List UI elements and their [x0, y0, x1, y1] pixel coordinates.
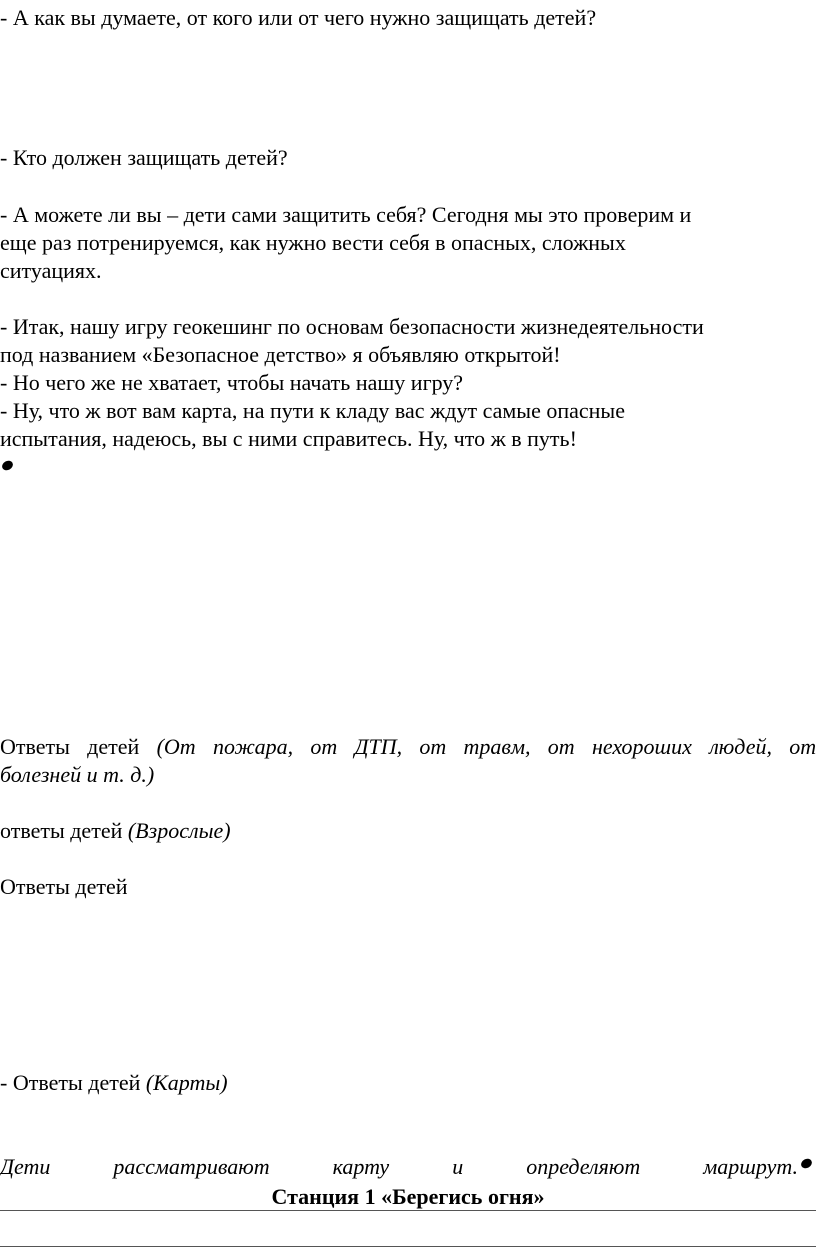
answer-word: от [419, 734, 447, 759]
divider [0, 1246, 816, 1247]
answer-label: Ответы детей [0, 734, 140, 759]
answer-label: - Ответы детей [0, 1070, 141, 1095]
answer-children: Ответы детей [0, 874, 128, 899]
answer-dangers-line2: болезней и т. д.) [0, 762, 155, 787]
answer-word: нехороших [591, 734, 692, 759]
map-handover-line2: испытания, надеюсь, вы с ними справитесь. Ну, что ж в путь! [0, 426, 577, 451]
remark-route [0, 1153, 798, 1181]
remark-word: рассматривают [113, 1154, 270, 1179]
answer-maps [0, 1069, 228, 1097]
remark-word: и [452, 1154, 464, 1179]
answer-word: травм, [463, 734, 531, 759]
remark-word: карту [332, 1154, 390, 1179]
answer-word: ДТП, [354, 734, 403, 759]
question-self-protect-line2: еще раз потренируемся, как нужно вести себя в опасных, сложных [0, 230, 626, 255]
divider [0, 1210, 816, 1211]
game-opening-line2: под названием «Безопасное детство» я объявляю открытой! [0, 342, 561, 367]
answer-italic: (Карты) [145, 1070, 228, 1095]
answer-label: ответы детей [0, 818, 123, 843]
answer-word: от [547, 734, 575, 759]
bullet-icon [0, 459, 14, 472]
answer-word: от [310, 734, 338, 759]
remark-word: Дети [0, 1154, 51, 1179]
question-who-protects: - Кто должен защищать детей? [0, 145, 288, 170]
station-title: Станция 1 «Берегись огня» [271, 1184, 545, 1209]
remark-word: маршрут. [703, 1154, 799, 1179]
game-opening-line1: - Итак, нашу игру геокешинг по основам безопасности жизнедеятельности [0, 314, 704, 339]
answer-word: людей, [709, 734, 772, 759]
question-self-protect-line3: ситуациях. [0, 258, 102, 283]
answer-adults [0, 817, 231, 845]
bullet-icon [799, 1157, 813, 1170]
answer-dangers-line1 [0, 733, 816, 761]
answer-italic: (Взрослые) [127, 818, 231, 843]
question-protect-from: - А как вы думаете, от кого или от чего нужно защищать детей? [0, 5, 597, 30]
map-handover-line1: - Ну, что ж вот вам карта, на пути к кладу вас ждут самые опасные [0, 398, 625, 423]
answer-word: (От [156, 734, 196, 759]
answer-word: от [789, 734, 816, 759]
remark-word: определяют [526, 1154, 641, 1179]
question-whats-missing: - Но чего же не хватает, чтобы начать нашу игру? [0, 370, 464, 395]
answer-word: пожара, [212, 734, 294, 759]
question-self-protect-line1: - А можете ли вы – дети сами защитить себя? Сегодня мы это проверим и [0, 202, 692, 227]
